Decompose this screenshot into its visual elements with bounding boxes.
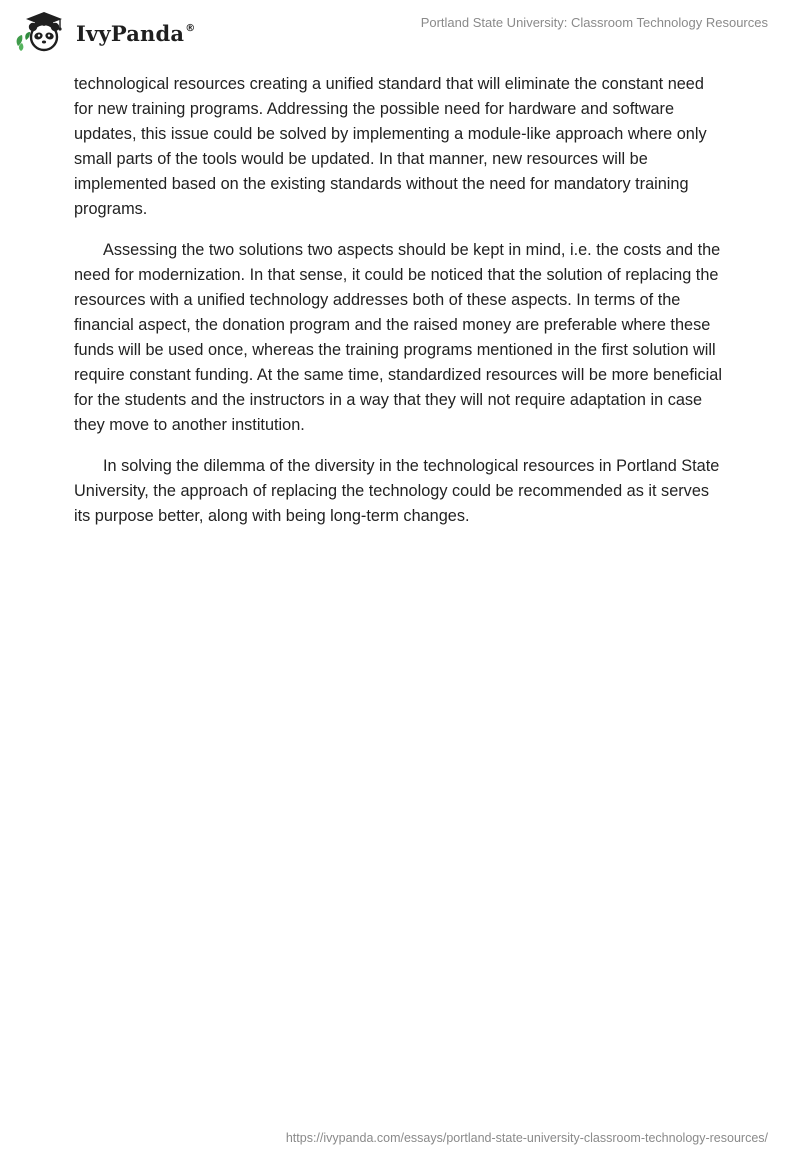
registered-mark: ® xyxy=(185,22,196,34)
brand-logo[interactable] xyxy=(14,8,195,54)
paragraph-2: Assessing the two solutions two aspects should be kept in mind, i.e. the costs and the need for modernization. In that sense, it could be noticed that the solution of replacing the resources with a unified technology addresses both of these aspects. In terms of the financial aspect, the donation program and the raised money are preferable where these funds will be used once, whereas the training programs mentioned in the first solution will require constant funding. At the same time, standardized resources will be more beneficial for the students and the instructors in a way that they will not require adaptation in case they move to another institution. xyxy=(74,241,722,434)
page-header xyxy=(0,0,800,60)
panda-graduate-icon xyxy=(14,8,70,54)
document-title: Portland State University: Classroom Technology Resources xyxy=(420,15,768,30)
brand-name: IvyPanda® xyxy=(76,20,196,46)
paragraph-1: technological resources creating a unified standard that will eliminate the constant need for new training programs. Addressing the possible need for hardware and software updates, this issue could be solved by implementing a module-like approach where only small parts of the tools would be updated. In that manner, new resources will be implemented based on the existing standards without the need for mandatory training programs. xyxy=(74,75,707,218)
paragraph-3: In solving the dilemma of the diversity in the technological resources in Portland State University, the approach of replacing the technology could be recommended as it serves its purpose better, along with being long-term changes. xyxy=(74,457,720,525)
essay-body xyxy=(74,72,726,545)
source-url-link[interactable]: https://ivypanda.com/essays/portland-state-university-classroom-technology-resources/ xyxy=(285,1131,768,1145)
